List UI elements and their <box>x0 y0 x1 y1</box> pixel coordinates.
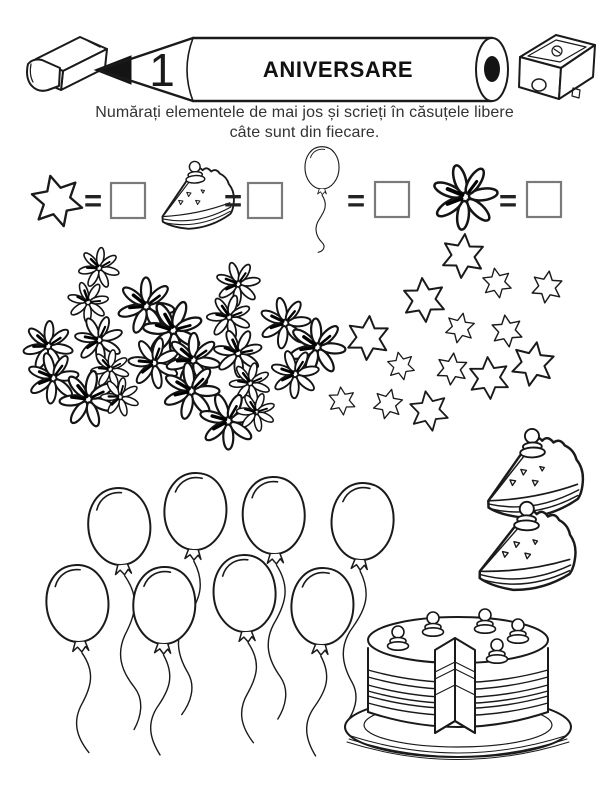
balloon <box>212 553 284 744</box>
flower-icon <box>429 160 503 235</box>
flower-field <box>19 243 348 456</box>
sharpener-icon <box>519 35 595 99</box>
star <box>491 313 523 349</box>
page-title: ANIVERSARE <box>262 57 414 82</box>
star <box>408 388 449 433</box>
balloon <box>44 563 119 755</box>
answer-box-cake-slice[interactable] <box>248 183 282 218</box>
star <box>328 386 355 416</box>
instructions <box>0 103 609 143</box>
answer-box-star[interactable] <box>111 183 145 218</box>
star <box>403 276 445 323</box>
cake-slice-group <box>479 427 584 591</box>
star-field <box>328 232 562 433</box>
pencil-end-dot <box>484 56 500 82</box>
instructions-line-2: câte sunt din fiecare. <box>229 124 380 141</box>
page-number: 1 <box>149 44 175 96</box>
star <box>482 266 513 300</box>
star <box>437 352 468 387</box>
star <box>510 339 555 389</box>
legend-row <box>29 147 561 253</box>
star <box>531 269 563 305</box>
balloon-cluster <box>44 471 396 757</box>
star <box>372 386 404 421</box>
star <box>442 232 484 279</box>
legend-item-star <box>29 170 145 232</box>
balloon-icon <box>305 147 339 253</box>
cake-group <box>345 609 571 760</box>
instructions-line-1: Numărați elementele de mai jos și scrieți în căsuțele libere <box>95 104 514 121</box>
header-graphic <box>27 35 595 101</box>
equals-sign: = <box>83 183 103 218</box>
star <box>347 315 388 362</box>
balloon <box>128 566 197 756</box>
equals-sign: = <box>498 183 518 218</box>
birthday-cake <box>345 609 571 760</box>
eraser-icon <box>27 37 107 91</box>
cake-slice <box>486 427 584 519</box>
equals-sign: = <box>223 183 243 218</box>
answer-box-flower[interactable] <box>527 182 561 217</box>
star <box>469 356 508 400</box>
answer-box-balloon[interactable] <box>375 182 409 217</box>
equals-sign: = <box>346 183 366 218</box>
star-icon <box>29 170 86 232</box>
pencil-banner <box>95 38 508 101</box>
legend-item-balloon <box>305 147 409 253</box>
star <box>386 350 416 382</box>
star <box>444 311 476 346</box>
cake-slice <box>479 501 576 591</box>
legend-item-flower <box>429 160 561 235</box>
legend-item-cake-slice <box>160 159 282 230</box>
